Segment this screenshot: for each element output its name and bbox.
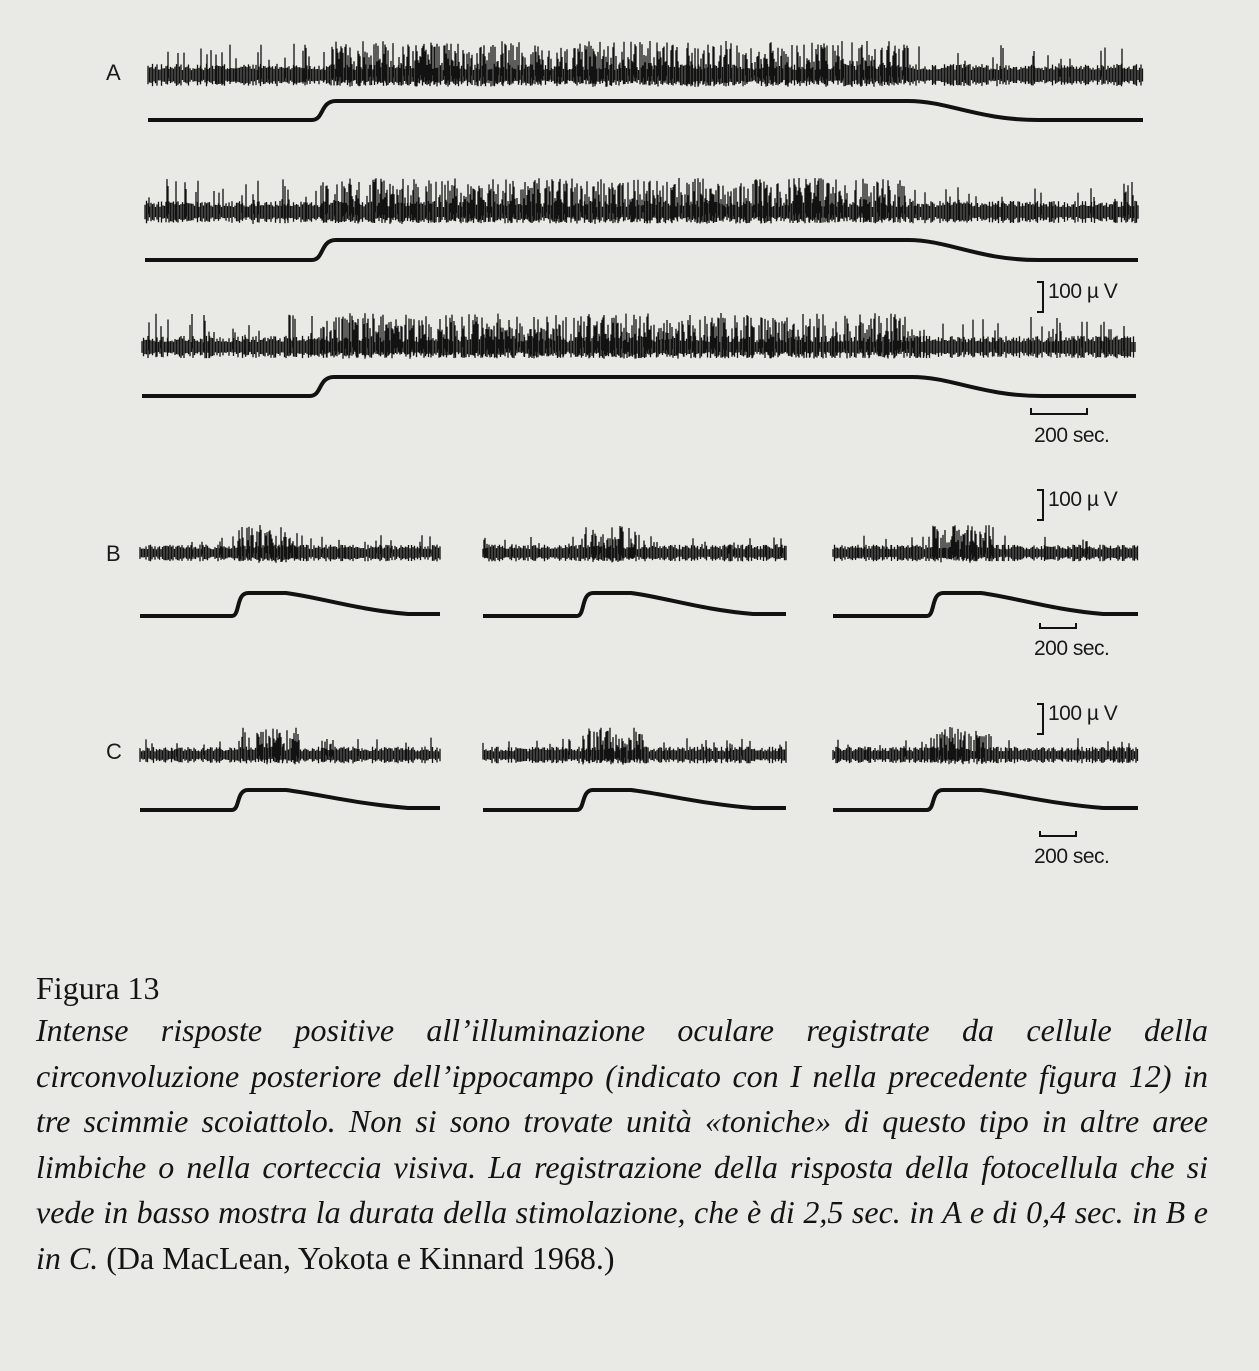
unit-trace-a2 [145, 178, 1138, 224]
photocell-trace-b1 [140, 593, 440, 616]
photocell-trace-b3 [833, 593, 1138, 616]
photocell-trace-b2 [483, 593, 786, 616]
unit-trace-c3 [833, 727, 1138, 764]
time-scale-bar-b [1040, 623, 1076, 628]
caption-source: (Da MacLean, Yokota e Kinnard 1968.) [106, 1239, 615, 1276]
unit-trace-a3 [142, 313, 1135, 359]
photocell-trace-a1 [148, 101, 1143, 120]
photocell-trace-a3 [142, 377, 1136, 396]
caption-title: Figura 13 [36, 970, 160, 1006]
unit-trace-b2 [483, 526, 786, 562]
unit-trace-b1 [140, 525, 440, 563]
panel-label-a: A [106, 60, 121, 85]
photocell-trace-c3 [833, 790, 1138, 810]
time-scale-label-a: 200 sec. [1034, 424, 1110, 447]
caption-body [36, 1008, 1208, 1281]
time-scale-label-b: 200 sec. [1034, 637, 1110, 660]
caption-text: Intense risposte positive all’illuminazione oculare registrate da cellule della circonvoluzione posteriore dell’ippocampo (indicato con I nella precedente figura 12) in tre scimmie scoiattolo. Non si sono trovate unità «toniche» di questo tipo in altre aree limbiche o nella corteccia visiva. La registrazione della risposta della fotocellula che si vede in basso mostra la durata della stimolazione, che è di 2,5 sec. in A e di 0,4 sec. in B e in C. [36, 1012, 1208, 1276]
voltage-scale-bar-c [1037, 704, 1043, 734]
voltage-scale-label-b: 100 µ V [1048, 488, 1118, 511]
unit-trace-b3 [833, 525, 1138, 563]
unit-trace-c1 [140, 728, 440, 765]
unit-trace-c2 [483, 728, 786, 765]
panel-label-b: B [106, 541, 121, 566]
figure-caption [36, 968, 1208, 1281]
voltage-scale-label-c: 100 µ V [1048, 702, 1118, 725]
time-scale-bar-a [1031, 408, 1087, 414]
time-scale-label-c: 200 sec. [1034, 845, 1110, 868]
photocell-trace-c1 [140, 790, 440, 810]
photocell-trace-c2 [483, 790, 786, 810]
panel-label-c: C [106, 739, 122, 764]
voltage-scale-label-a: 100 µ V [1048, 280, 1118, 303]
voltage-scale-bar-b [1037, 490, 1043, 520]
time-scale-bar-c [1040, 831, 1076, 836]
recording-traces [140, 41, 1143, 810]
voltage-scale-bar-a [1037, 282, 1043, 312]
photocell-trace-a2 [145, 240, 1138, 260]
unit-trace-a1 [148, 41, 1143, 87]
